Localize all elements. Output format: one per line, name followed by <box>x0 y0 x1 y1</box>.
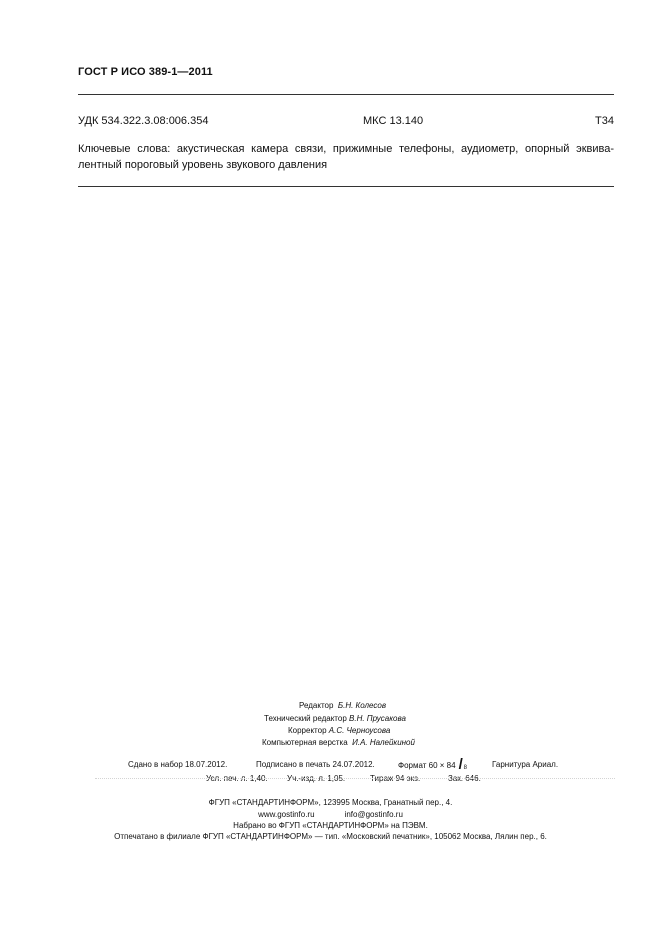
print-run: Тираж 94 экз. <box>370 774 421 783</box>
layout-row <box>262 737 415 749</box>
order-number: Зак. 646. <box>448 774 481 783</box>
tech-editor-name: В.Н. Прусакова <box>349 714 406 723</box>
top-rule <box>78 94 614 95</box>
keywords-line-1: Ключевые слова: акустическая камера связи, прижимные телефоны, аудиометр, опорный эквива- <box>78 143 614 155</box>
keywords-line-2: лентный пороговый уровень звукового давления <box>78 159 328 171</box>
publisher-website[interactable]: www.gostinfo.ru <box>258 810 315 819</box>
udk-code: УДК 534.322.3.08:006.354 <box>78 115 209 127</box>
printed-note: Отпечатано в филиале ФГУП «СТАНДАРТИНФОРМ» — тип. «Московский печатник», 105062 Москва, Лялин пер., 6. <box>114 832 547 841</box>
mks-code: МКС 13.140 <box>363 115 424 127</box>
publishing-sheets: Уч.-изд. л. 1,05. <box>287 774 346 783</box>
keywords-rule <box>78 186 614 187</box>
publisher-contacts <box>0 809 661 820</box>
submitted-date: Сдано в набор 18.07.2012. <box>128 760 228 769</box>
layout-label: Компьютерная верстка <box>262 738 348 747</box>
tech-editor-label: Технический редактор <box>264 714 347 723</box>
layout-name: И.А. Налейкиной <box>352 738 415 747</box>
editor-label: Редактор <box>299 701 334 710</box>
format-fraction: / 8 <box>458 756 467 773</box>
keywords-block <box>78 141 614 173</box>
format-prefix: Формат 60 × 84 <box>398 761 456 771</box>
classification-code: Т34 <box>595 115 614 127</box>
editor-row <box>299 700 386 712</box>
format-denominator: 8 <box>463 765 467 771</box>
print-sheets: Усл. печ. л. 1,40. <box>206 774 268 783</box>
signed-date: Подписано в печать 24.07.2012. <box>256 760 375 769</box>
editor-name: Б.Н. Колесов <box>337 701 387 710</box>
format-info <box>398 756 469 773</box>
corrector-name: А.С. Черноусова <box>328 726 391 735</box>
standard-title: ГОСТ Р ИСО 389-1—2011 <box>78 66 213 78</box>
faded-rule <box>95 778 615 779</box>
tech-editor-row <box>264 713 406 725</box>
corrector-row <box>288 725 390 737</box>
typeface-info: Гарнитура Ариал. <box>492 760 559 769</box>
publisher-address: ФГУП «СТАНДАРТИНФОРМ», 123995 Москва, Гранатный пер., 4. <box>208 798 453 807</box>
typeset-note: Набрано во ФГУП «СТАНДАРТИНФОРМ» на ПЭВМ. <box>233 821 428 830</box>
corrector-label: Корректор <box>288 726 327 735</box>
publisher-email[interactable]: info@gostinfo.ru <box>344 810 403 819</box>
